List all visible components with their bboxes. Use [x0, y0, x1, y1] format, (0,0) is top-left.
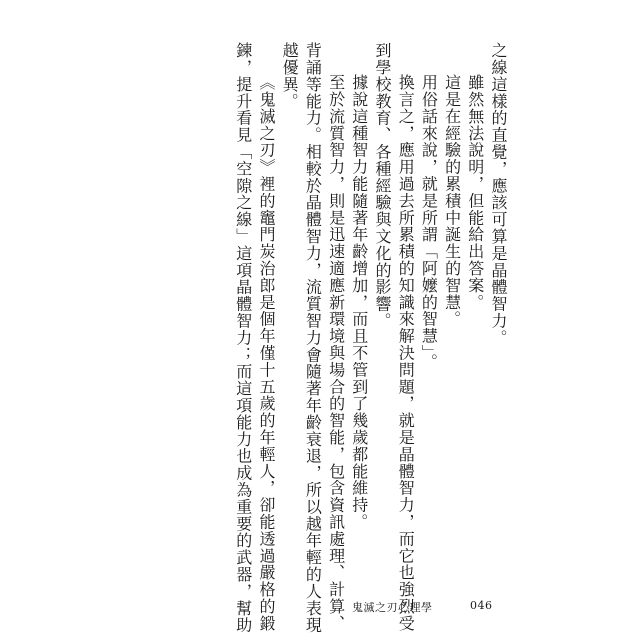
page-footer	[0, 599, 640, 613]
paragraph-line: 越優異。	[280, 42, 300, 110]
page-number: 046	[470, 599, 493, 612]
paragraph-line: 據說這種智力能隨著年齡增加，而且不管到了幾歲都能維持。	[349, 74, 369, 531]
paragraph-line: 用俗話來說，就是所謂「阿嬤的智慧」。	[419, 74, 439, 371]
paragraph-line: 到學校教育、各種經驗與文化的影響。	[372, 42, 392, 330]
paragraph-line: 至於流質智力，則是迅速適應新環境與場合的智能，包含資訊處理、計算、	[326, 74, 346, 632]
running-title: 鬼滅之刃心理學	[352, 601, 433, 614]
paragraph-line: 雖然無法說明，但能給出答案。	[465, 74, 485, 311]
paragraph-line: 這是在經驗的累積中誕生的智慧。	[442, 74, 462, 328]
paragraph-line: 換言之，應用過去所累積的知識來解決問題，就是晶體智力，而它也強烈受	[396, 74, 416, 632]
paragraph-line: 之線這樣的直覺，應該可算是晶體智力。	[489, 42, 508, 347]
paragraph-line: 鍊，提升看見「空隙之線」這項晶體智力；而這項能力也成為重要的武器，幫助	[233, 42, 253, 634]
paragraph-line: 背誦等能力。相較於晶體智力，流質智力會隨著年齡衰退，所以越年輕的人表現	[303, 42, 323, 634]
paragraph-line: 《鬼滅之刃》裡的竈門炭治郎是個年僅十五歲的年輕人，卻能透過嚴格的鍛	[256, 74, 276, 632]
